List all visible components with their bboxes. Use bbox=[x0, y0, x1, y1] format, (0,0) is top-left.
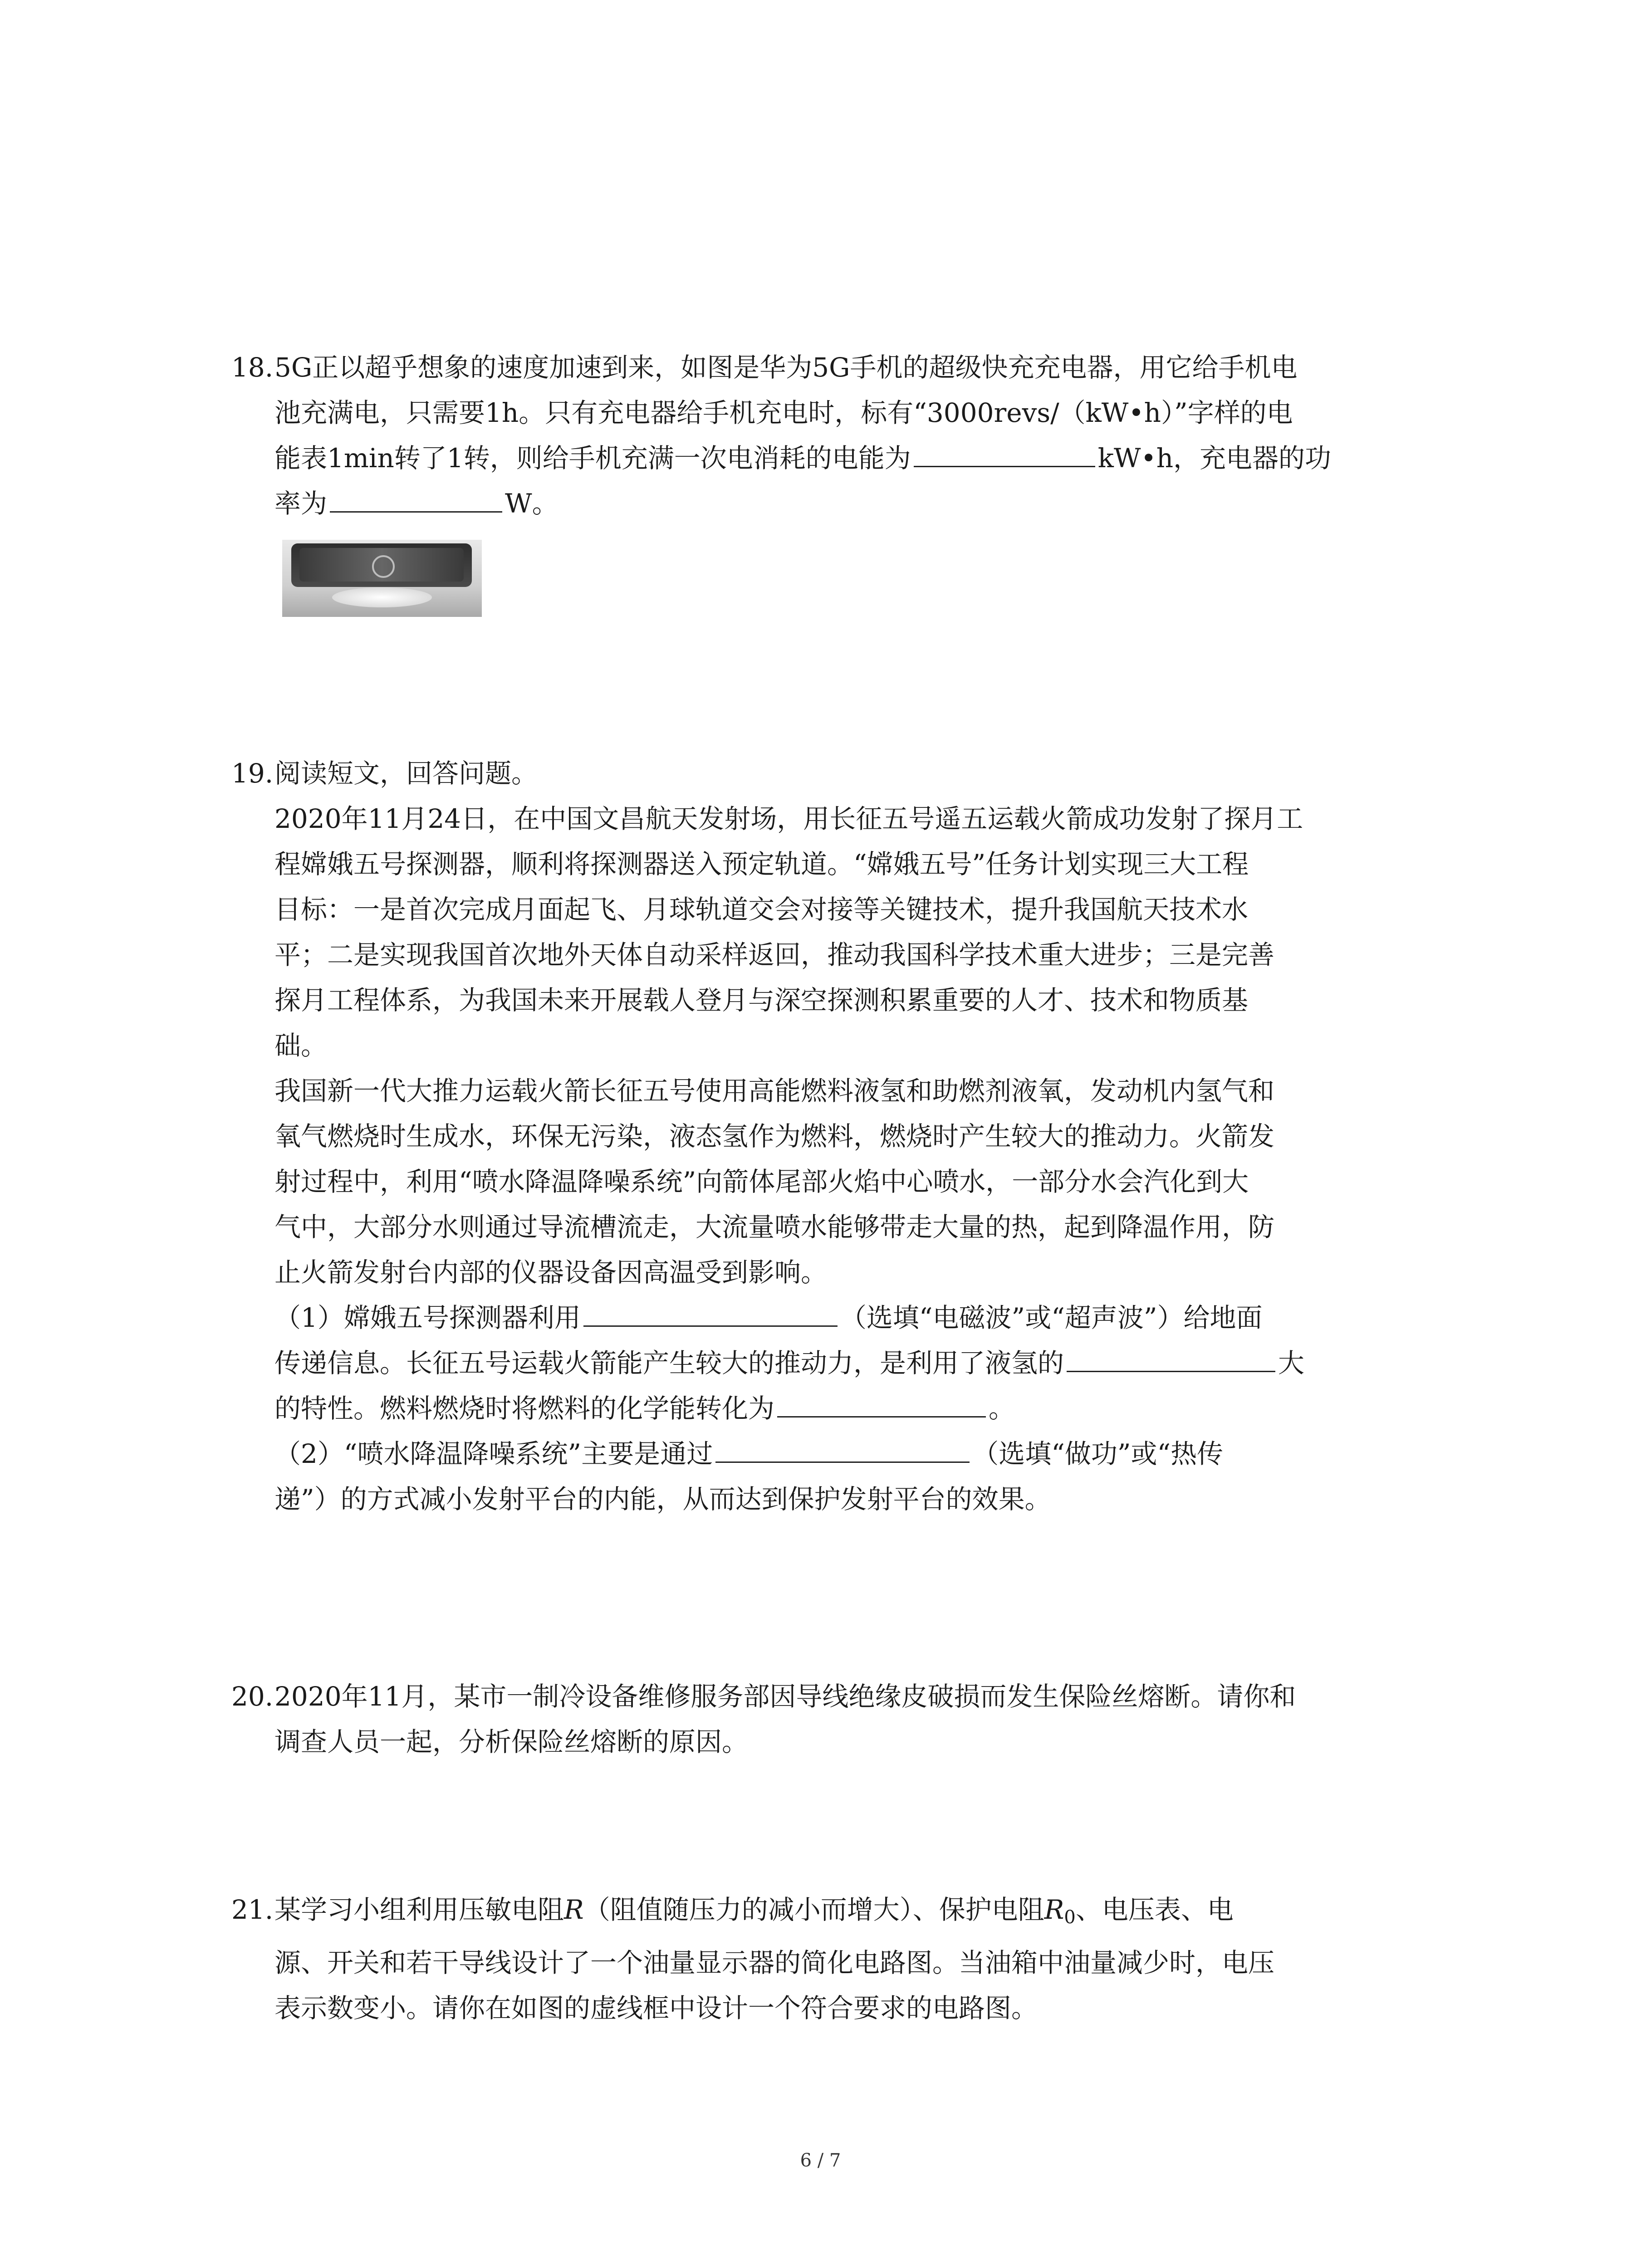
question-text: 表示数变小。请你在如图的虚线框中设计一个符合要求的电路图。 bbox=[274, 1993, 1038, 2024]
question-number: 20. bbox=[231, 1681, 274, 1712]
answer-blank[interactable] bbox=[715, 1436, 970, 1463]
page-number: 6 / 7 bbox=[800, 2150, 841, 2171]
sub-question-text: （选填“做功”或“热传 bbox=[972, 1438, 1224, 1469]
passage-line: 平；二是实现我国首次地外天体自动采样返回，推动我国科学技术重大进步；三是完善 bbox=[274, 939, 1275, 970]
passage-line: 探月工程体系，为我国未来开展载人登月与深空探测积累重要的人才、技术和物质基 bbox=[274, 985, 1249, 1016]
question-text: 某学习小组利用压敏电阻 bbox=[274, 1894, 564, 1925]
question-20 bbox=[231, 1674, 1438, 1765]
sub-question-text: 传递信息。长征五号运载火箭能产生较大的推动力，是利用了液氢的 bbox=[274, 1348, 1064, 1378]
question-text: 2020年11月，某市一制冷设备维修服务部因导线绝缘皮破损而发生保险丝熔断。请你和 bbox=[274, 1681, 1296, 1712]
passage-line: 我国新一代大推力运载火箭长征五号使用高能燃料液氢和助燃剂液氧，发动机内氢气和 bbox=[274, 1075, 1275, 1106]
wireless-charger-pad bbox=[332, 587, 432, 607]
sub-question-text: 大 bbox=[1278, 1348, 1305, 1378]
question-text: 5G正以超乎想象的速度加速到来，如图是华为5G手机的超级快充充电器，用它给手机电 bbox=[274, 352, 1298, 383]
question-text: 源、开关和若干导线设计了一个油量显示器的简化电路图。当油箱中油量减少时，电压 bbox=[274, 1947, 1275, 1978]
symbol-R: R bbox=[564, 1894, 584, 1925]
question-19 bbox=[231, 751, 1438, 1522]
question-number: 21. bbox=[231, 1894, 274, 1925]
answer-blank[interactable] bbox=[777, 1391, 986, 1418]
sub-question-text: 。 bbox=[989, 1393, 1015, 1424]
symbol-R0-subscript: 0 bbox=[1064, 1907, 1076, 1928]
phone-image bbox=[291, 543, 472, 587]
question-text: （阻值随压力的减小而增大）、保护电阻 bbox=[583, 1894, 1044, 1925]
answer-blank[interactable] bbox=[330, 486, 502, 513]
question-text: 、电压表、电 bbox=[1075, 1894, 1234, 1925]
question-title: 阅读短文，回答问题。 bbox=[274, 758, 538, 789]
sub-question-text: （1）嫦娥五号探测器利用 bbox=[274, 1302, 581, 1333]
passage-line: 础。 bbox=[274, 1030, 328, 1061]
sub-question-text: 递”）的方式减小发射平台的内能，从而达到保护发射平台的效果。 bbox=[274, 1484, 1051, 1515]
question-18 bbox=[231, 345, 1438, 526]
question-text: 能表1min转了1转，则给手机充满一次电消耗的电能为 bbox=[274, 443, 911, 474]
passage-line: 2020年11月24日，在中国文昌航天发射场，用长征五号遥五运载火箭成功发射了探月工 bbox=[274, 803, 1303, 834]
question-21 bbox=[231, 1887, 1438, 2031]
question-text: 率为 bbox=[274, 488, 328, 519]
passage-line: 氧气燃烧时生成水，环保无污染，液态氢作为燃料，燃烧时产生较大的推动力。火箭发 bbox=[274, 1121, 1275, 1152]
passage-line: 止火箭发射台内部的仪器设备因高温受到影响。 bbox=[274, 1257, 828, 1288]
question-text: 调查人员一起，分析保险丝熔断的原因。 bbox=[274, 1726, 749, 1757]
question-text: kW•h，充电器的功 bbox=[1097, 443, 1332, 474]
sub-question-text: （选填“电磁波”或“超声波”）给地面 bbox=[840, 1302, 1263, 1333]
question-text: 池充满电，只需要1h。只有充电器给手机充电时，标有“3000revs/（kW•h）”字样的电 bbox=[274, 397, 1293, 428]
sub-question-text: 的特性。燃料燃烧时将燃料的化学能转化为 bbox=[274, 1393, 775, 1424]
passage-line: 程嫦娥五号探测器，顺利将探测器送入预定轨道。“嫦娥五号”任务计划实现三大工程 bbox=[274, 849, 1249, 880]
passage-line: 气中，大部分水则通过导流槽流走，大流量喷水能够带走大量的热，起到降温作用，防 bbox=[274, 1212, 1275, 1242]
question-number: 19. bbox=[231, 758, 274, 789]
passage-line: 射过程中，利用“喷水降温降噪系统”向箭体尾部火焰中心喷水，一部分水会汽化到大 bbox=[274, 1166, 1249, 1197]
answer-blank[interactable] bbox=[1067, 1345, 1275, 1372]
question-number: 18. bbox=[231, 352, 274, 383]
charger-photo bbox=[282, 540, 482, 617]
sub-question-text: （2）“喷水降温降噪系统”主要是通过 bbox=[274, 1438, 713, 1469]
symbol-R0: R bbox=[1044, 1894, 1064, 1925]
question-text: W。 bbox=[505, 488, 558, 519]
answer-blank[interactable] bbox=[914, 440, 1095, 467]
passage-line: 目标：一是首次完成月面起飞、月球轨道交会对接等关键技术，提升我国航天技术水 bbox=[274, 894, 1249, 925]
answer-blank[interactable] bbox=[583, 1300, 838, 1327]
